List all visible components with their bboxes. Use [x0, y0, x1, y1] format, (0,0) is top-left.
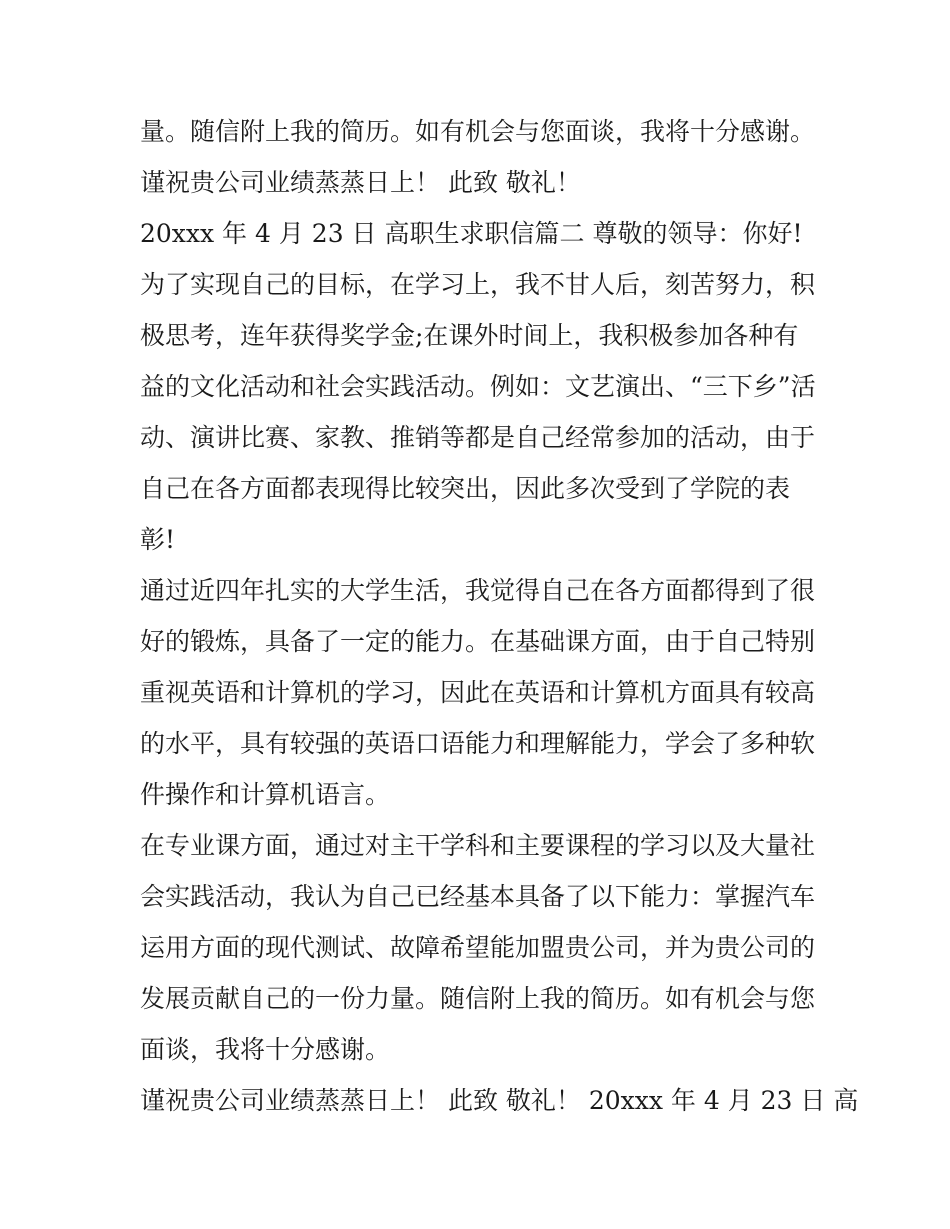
text-line: 重视英语和计算机的学习，因此在英语和计算机方面具有较高 [140, 678, 816, 707]
text-line: 益的文化活动和社会实践活动。例如：文艺演出、“三下乡”活 [140, 372, 816, 401]
text-line: 在专业课方面，通过对主干学科和主要课程的学习以及大量社 [140, 831, 816, 860]
text-line: 自己在各方面都表现得比较突出，因此多次受到了学院的表 [140, 474, 791, 503]
text-line: 发展贡献自己的一份力量。随信附上我的简历。如有机会与您 [140, 984, 816, 1013]
text-line: 20xxx 年 4 月 23 日 高职生求职信篇二 尊敬的领导：你好! [140, 219, 803, 248]
letter-body [140, 106, 859, 1126]
text-line: 会实践活动，我认为自己已经基本具备了以下能力：掌握汽车 [140, 882, 816, 911]
text-line: 量。随信附上我的简历。如有机会与您面谈，我将十分感谢。 [140, 117, 816, 146]
text-line: 动、演讲比赛、家教、推销等都是自己经常参加的活动，由于 [140, 423, 816, 452]
text-line: 的水平，具有较强的英语口语能力和理解能力，学会了多种软 [140, 729, 816, 758]
text-line: 彰! [140, 525, 176, 554]
text-line: 谨祝贵公司业绩蒸蒸日上！ 此致 敬礼！ 20xxx 年 4 月 23 日 高 [140, 1086, 859, 1115]
text-line: 为了实现自己的目标，在学习上，我不甘人后，刻苦努力，积 [140, 270, 816, 299]
text-line: 谨祝贵公司业绩蒸蒸日上！ 此致 敬礼！ [140, 168, 581, 197]
text-line: 极思考，连年获得奖学金;在课外时间上，我积极参加各种有 [140, 321, 799, 350]
text-line: 通过近四年扎实的大学生活，我觉得自己在各方面都得到了很 [140, 576, 816, 605]
text-line: 运用方面的现代测试、故障希望能加盟贵公司，并为贵公司的 [140, 933, 816, 962]
text-line: 好的锻炼，具备了一定的能力。在基础课方面，由于自己特别 [140, 627, 816, 656]
text-line: 面谈，我将十分感谢。 [140, 1035, 391, 1064]
text-line: 件操作和计算机语言。 [140, 780, 391, 809]
